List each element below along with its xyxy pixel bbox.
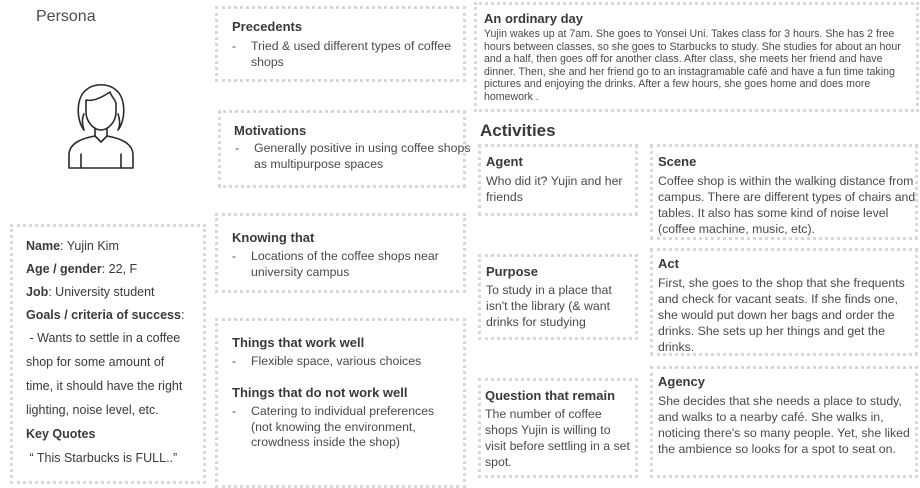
not-work-well-title: Things that do not work well: [232, 385, 408, 400]
goals-label: Goals / criteria of success: [26, 308, 181, 322]
knowing-item: - Locations of the coffee shops near university campus: [229, 249, 451, 280]
name-label: Name: [26, 239, 61, 253]
goals-line: shop for some amount of: [26, 355, 165, 369]
not-work-well-item: - Catering to individual preferences (not knowing the environment, crowdness inside the shop): [229, 404, 457, 451]
agent-box: [478, 144, 638, 216]
work-well-item: - Flexible space, various choices: [229, 354, 481, 370]
goals-line: - Wants to settle in a coffee: [26, 331, 181, 345]
activities-title: Activities: [480, 121, 556, 140]
question-title: Question that remain: [485, 388, 616, 403]
question-text: The number of coffee shops Yujin is willing to visit before settling in a set spot.: [485, 407, 630, 469]
act-box: [650, 248, 918, 356]
question-box: [478, 378, 638, 478]
ordinary-day-text: Yujin wakes up at 7am. She goes to Yonsei Uni. Takes class for 3 hours. She has 2 free hours between classes, so she goes to Starbucks to study. She studies for about an hour and a half, then goes off for another class. After class, she meets her friend and have dinner. Then, she and her friend go to an instagramable café and have a fun time taking pictures and enjoying the drinks. After a few hours, she goes home and does more homework .: [484, 28, 901, 103]
persona-goals-label: [26, 308, 184, 322]
age-label: Age / gender: [26, 262, 102, 276]
goals-line: lighting, noise level, etc.: [26, 403, 159, 417]
job-label: Job: [26, 285, 49, 299]
scene-text: Coffee shop is within the walking distance from campus. There are different types of chairs and tables. It also has some kind of noise level (coffee machine, music, etc).: [658, 174, 916, 236]
work-well-title: Things that work well: [232, 335, 365, 350]
purpose-text: To study in a place that isn't the library (& want drinks for studying: [486, 283, 612, 329]
act-text: First, she goes to the shop that she frequents and check for vacant seats. If she finds one, she would put down her bags and order the drinks. She sets up her things and get the drinks.: [658, 276, 905, 354]
knowing-title: Knowing that: [232, 230, 315, 245]
ordinary-day-box: [474, 2, 919, 112]
goals-line: time, it should have the right: [26, 379, 183, 393]
age-value: : 22, F: [101, 262, 138, 276]
scene-title: Scene: [658, 154, 697, 169]
agency-box: [650, 366, 918, 478]
knowing-box: [215, 213, 466, 293]
agency-text: She decides that she needs a place to study, and walks to a nearby café. She walks in, noticing there's so many people. Yet, she liked the ambience so looks for a spot to seat on.: [658, 394, 910, 456]
name-value: : Yujin Kim: [60, 239, 119, 253]
woman-avatar-icon: [64, 80, 136, 170]
key-quote: “ This Starbucks is FULL..”: [26, 451, 178, 465]
persona-job: [26, 285, 155, 299]
motivations-title: Motivations: [234, 123, 307, 138]
motivations-box: [218, 110, 471, 188]
job-value: : University student: [48, 285, 155, 299]
things-box: [215, 318, 466, 488]
scene-box: [650, 144, 918, 240]
precedents-item: - Tried & used different types of coffee shops: [229, 39, 461, 70]
key-quotes-label: Key Quotes: [26, 427, 96, 441]
motivations-item: - Generally positive in using coffee shops as multipurpose spaces: [232, 141, 474, 172]
persona-age: [26, 262, 137, 276]
persona-title: Persona: [36, 8, 96, 25]
purpose-title: Purpose: [486, 264, 539, 279]
agent-title: Agent: [486, 154, 523, 169]
precedents-box: [215, 6, 466, 82]
ordinary-day-title: An ordinary day: [484, 11, 583, 26]
agent-text: Who did it? Yujin and her friends: [486, 174, 623, 204]
agency-title: Agency: [658, 374, 705, 389]
act-title: Act: [658, 256, 679, 271]
precedents-title: Precedents: [232, 19, 303, 34]
purpose-box: [478, 254, 638, 340]
goals-colon: :: [180, 308, 185, 322]
persona-name: [26, 239, 119, 253]
